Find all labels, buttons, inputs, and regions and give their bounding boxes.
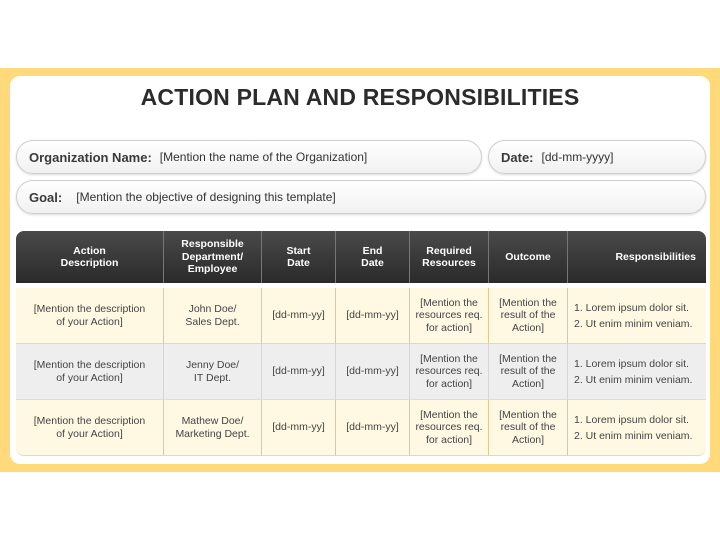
- cell-outcome[interactable]: [Mention the result of the Action]: [489, 344, 568, 400]
- cell-outcome[interactable]: [Mention the result of the Action]: [489, 288, 568, 344]
- date-label: Date:: [501, 149, 534, 165]
- cell-responsibilities[interactable]: [568, 288, 706, 344]
- header-action-description: Action Description: [16, 231, 164, 283]
- header-start-date: Start Date: [262, 231, 336, 283]
- date-value[interactable]: [dd-mm-yyyy]: [541, 150, 614, 164]
- cell-action[interactable]: [Mention the description of your Action]: [16, 288, 164, 344]
- table-header-row: [16, 231, 706, 283]
- goal-label: Goal:: [29, 189, 63, 205]
- cell-end-date[interactable]: [dd-mm-yy]: [336, 400, 410, 456]
- cell-resources[interactable]: [Mention the resources req. for action]: [410, 288, 489, 344]
- cell-end-date[interactable]: [dd-mm-yy]: [336, 344, 410, 400]
- responsibilities-list: [574, 412, 702, 444]
- cell-action[interactable]: [Mention the description of your Action]: [16, 400, 164, 456]
- page-title: ACTION PLAN AND RESPONSIBILITIES: [140, 84, 580, 110]
- action-plan-table: [16, 231, 706, 456]
- header-responsible: Responsible Department/ Employee: [164, 231, 262, 283]
- cell-responsible[interactable]: Jenny Doe/ IT Dept.: [164, 344, 262, 400]
- header-required-resources: Required Resources: [410, 231, 489, 283]
- table-row: [16, 400, 706, 456]
- goal-value[interactable]: [Mention the objective of designing this template]: [76, 190, 336, 204]
- header-outcome: Outcome: [489, 231, 568, 283]
- cell-outcome[interactable]: [Mention the result of the Action]: [489, 400, 568, 456]
- cell-responsibilities[interactable]: [568, 400, 706, 456]
- organization-label: Organization Name:: [29, 149, 152, 165]
- responsibilities-list: [574, 356, 702, 388]
- cell-resources[interactable]: [Mention the resources req. for action]: [410, 344, 489, 400]
- table-row: [16, 288, 706, 344]
- cell-start-date[interactable]: [dd-mm-yy]: [262, 400, 336, 456]
- list-item: 2. Ut enim minim veniam.: [574, 317, 693, 330]
- cell-resources[interactable]: [Mention the resources req. for action]: [410, 400, 489, 456]
- cell-action[interactable]: [Mention the description of your Action]: [16, 344, 164, 400]
- list-item: 1. Lorem ipsum dolor sit.: [574, 413, 689, 426]
- list-item: 2. Ut enim minim veniam.: [574, 373, 693, 386]
- list-item: 1. Lorem ipsum dolor sit.: [574, 301, 689, 314]
- cell-responsible[interactable]: John Doe/ Sales Dept.: [164, 288, 262, 344]
- organization-value[interactable]: [Mention the name of the Organization]: [159, 150, 368, 164]
- cell-responsibilities[interactable]: [568, 344, 706, 400]
- cell-responsible[interactable]: Mathew Doe/ Marketing Dept.: [164, 400, 262, 456]
- responsibilities-list: [574, 300, 702, 332]
- list-item: 2. Ut enim minim veniam.: [574, 429, 693, 442]
- date-field[interactable]: [488, 140, 706, 174]
- list-item: 1. Lorem ipsum dolor sit.: [574, 357, 689, 370]
- table-row: [16, 344, 706, 400]
- cell-end-date[interactable]: [dd-mm-yy]: [336, 288, 410, 344]
- header-end-date: End Date: [336, 231, 410, 283]
- goal-field[interactable]: [16, 180, 706, 214]
- cell-start-date[interactable]: [dd-mm-yy]: [262, 288, 336, 344]
- header-responsibilities: Responsibilities: [568, 231, 706, 283]
- cell-start-date[interactable]: [dd-mm-yy]: [262, 344, 336, 400]
- organization-field[interactable]: [16, 140, 482, 174]
